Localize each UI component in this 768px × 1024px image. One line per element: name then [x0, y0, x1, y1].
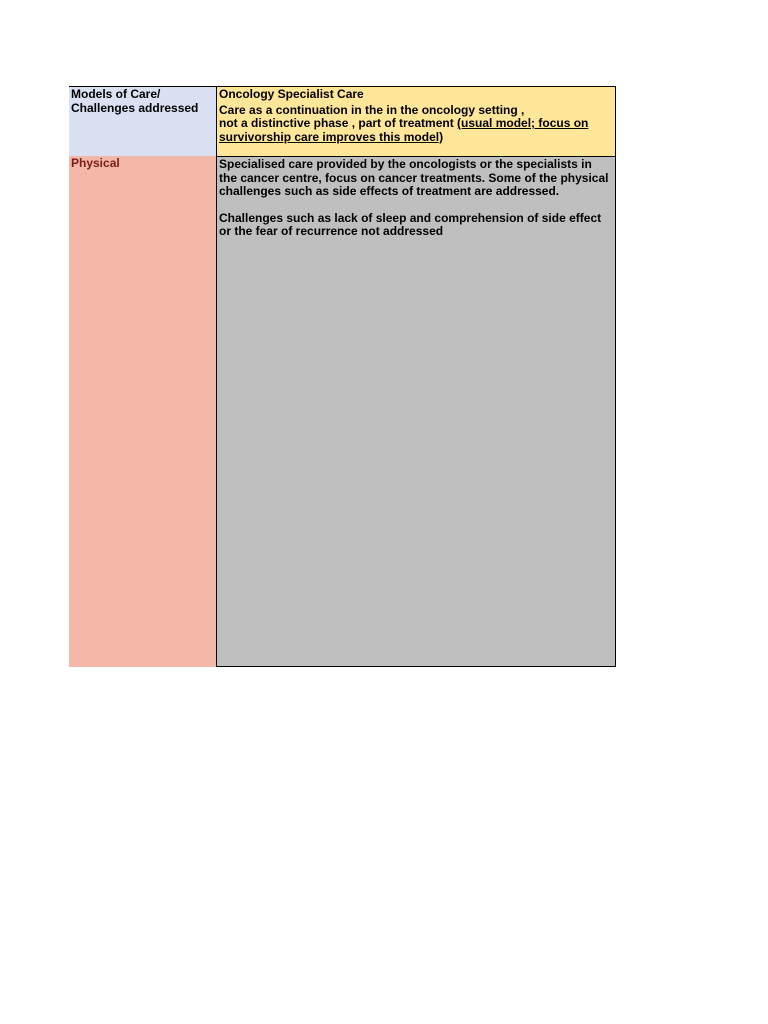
header-cell-oncology-specialist-care	[216, 86, 616, 156]
row-label-cell	[69, 156, 217, 667]
row-content-cell	[216, 156, 616, 667]
column-description-line2: not a distinctive phase , part of treatment	[219, 116, 458, 130]
header-label-line2: Challenges addressed	[71, 100, 199, 115]
column-description-note: (usual model; focus on survivorship care improves this model)	[219, 116, 589, 144]
column-description-line1: Care as a continuation in the in the oncology setting ,	[219, 102, 525, 117]
header-cell-models-of-care	[69, 86, 217, 156]
column-description	[219, 104, 613, 145]
row-paragraph-2: Challenges such as lack of sleep and comprehension of side effect or the fear of recurrence not addressed	[219, 210, 602, 238]
row-paragraph-1: Specialised care provided by the oncologists or the specialists in the cancer centre, focus on cancer treatments. Some of the physical challenges such as side effects of treatment are addressed.	[219, 157, 609, 198]
header-label-line1: Models of Care/	[71, 87, 161, 101]
models-of-care-table	[69, 86, 616, 667]
row-label: Physical	[71, 156, 120, 170]
column-title: Oncology Specialist Care	[219, 87, 364, 101]
